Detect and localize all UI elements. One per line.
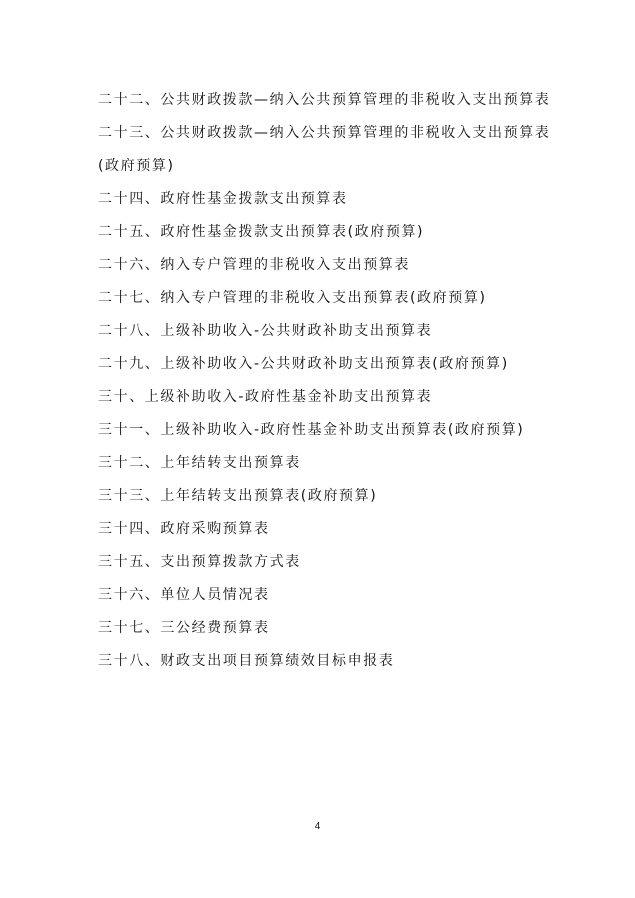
- toc-entry-text: 三十八、财政支出项目预算绩效目标申报表: [98, 653, 395, 669]
- toc-entry-text: 三十三、上年结转支出预算表(政府预算): [98, 488, 378, 504]
- toc-entry: [98, 612, 548, 645]
- toc-entry-text: 二十七、纳入专户管理的非税收入支出预算表(政府预算): [98, 290, 487, 306]
- toc-entry-text: 二十五、政府性基金拨款支出预算表(政府预算): [98, 224, 425, 240]
- toc-entry-text: 三十六、单位人员情况表: [98, 587, 270, 603]
- toc-entry: [98, 513, 548, 546]
- toc-entry: [98, 447, 548, 480]
- toc-entry: [98, 579, 548, 612]
- toc-entry: [98, 216, 548, 249]
- toc-entry-text: 三十四、政府采购预算表: [98, 521, 270, 537]
- toc-entry-text: (政府预算): [98, 158, 175, 174]
- toc-entry-text: 三十七、三公经费预算表: [98, 620, 270, 636]
- page-number: 4: [314, 821, 321, 832]
- toc-entry: [98, 414, 548, 447]
- toc-entry-text: 三十一、上级补助收入-政府性基金补助支出预算表(政府预算): [98, 422, 525, 438]
- toc-entry: [98, 249, 548, 282]
- toc-entry: [98, 315, 548, 348]
- toc-entry: [98, 546, 548, 579]
- toc-entry-text: 二十六、纳入专户管理的非税收入支出预算表: [98, 257, 410, 273]
- toc-entry: [98, 348, 548, 381]
- toc-entry-text: 三十、上级补助收入-政府性基金补助支出预算表: [98, 389, 433, 405]
- toc-entry-text: 二十九、上级补助收入-公共财政补助支出预算表(政府预算): [98, 356, 509, 372]
- toc-entry: [98, 480, 548, 513]
- toc-entry-text: 三十五、支出预算拨款方式表: [98, 554, 301, 570]
- toc-entry: [98, 282, 548, 315]
- toc-entry: [98, 117, 551, 183]
- toc-entry-text: 二十四、政府性基金拨款支出预算表: [98, 191, 348, 207]
- toc-entry-text: 三十二、上年结转支出预算表: [98, 455, 301, 471]
- toc-entry-text: 二十八、上级补助收入-公共财政补助支出预算表: [98, 323, 433, 339]
- toc-entry: [98, 183, 548, 216]
- toc-entry-text: 二十三、公共财政拨款—纳入公共预算管理的非税收入支出预算表: [98, 125, 551, 141]
- toc-entry: [98, 645, 548, 678]
- table-of-contents: [98, 84, 551, 678]
- toc-entry-text: 二十二、公共财政拨款—纳入公共预算管理的非税收入支出预算表: [98, 92, 551, 108]
- toc-entry: [98, 84, 551, 117]
- toc-entry: [98, 381, 548, 414]
